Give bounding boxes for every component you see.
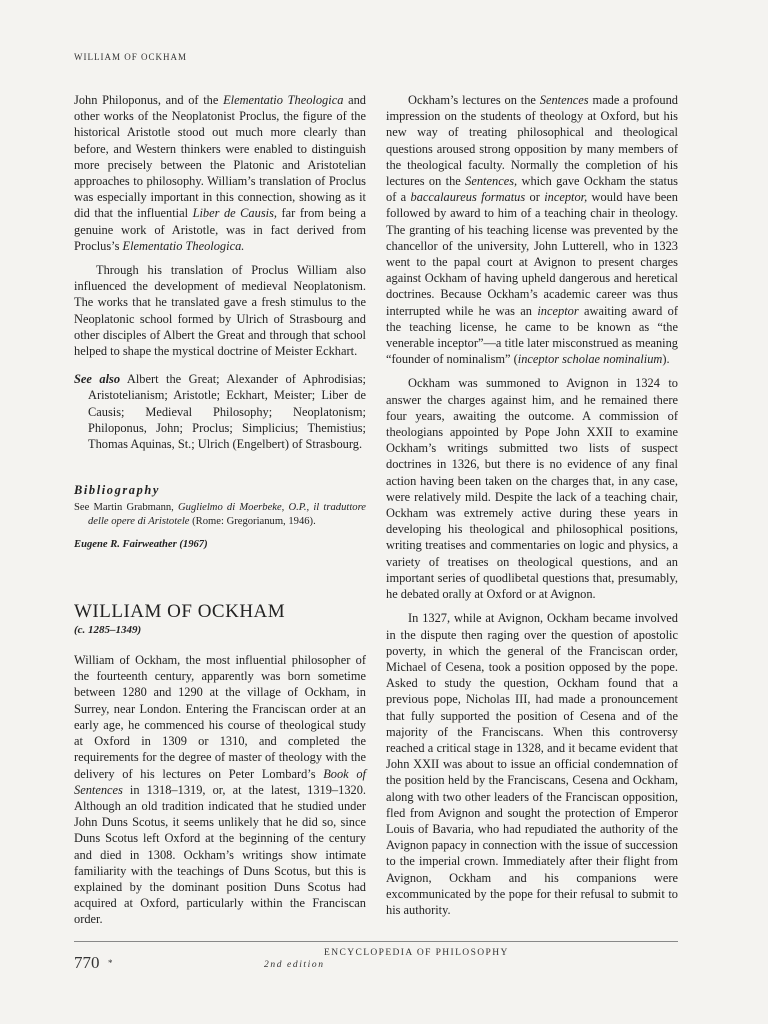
running-head: WILLIAM OF OCKHAM: [74, 52, 187, 62]
publication-title: ENCYCLOPEDIA OF PHILOSOPHY: [324, 948, 509, 958]
see-also: [74, 371, 366, 452]
page-number: 770: [74, 953, 100, 972]
star-icon: *: [108, 958, 113, 968]
bibliography-heading: Bibliography: [74, 483, 160, 498]
left-paragraph-2: Through his translation of Proclus William also influenced the development of medieval Neoplatonism. The works that he translated gave a fresh stimulus to the Neoplatonic school formed by Ulrich of Strasbourg and other disciples of Albert the Great and through that school helped to shape the mystical doctrine of Meister Eckhart.: [74, 263, 366, 359]
right-column: [386, 92, 678, 926]
edition-label: 2nd edition: [264, 960, 325, 970]
left-paragraph-3: William of Ockham, the most influential philosopher of the fourteenth century, apparently was born sometime between 1280 and 1290 at the village of Ockham, in Surrey, near London. Entering the Franciscan order at an early age, he commenced his course of theological study at Oxford in 1309 or 1310, and completed the requirements for the degree of master of theology with the delivery of his lectures on Peter Lombard’s Book of Sentences in 1318–1319, or, at the latest, 1319–1320. Although an old tradition indicated that he studied under John Duns Scotus, it seems unlikely that he did so, since Duns Scotus left Oxford at the beginning of the century and died in 1308. Ockham’s writings show intimate familiarity with the teachings of Duns Scotus, but this is explained by the dominant position Duns Scotus had acquired at Oxford, particularly within the Franciscan order.: [74, 653, 366, 927]
left-paragraph-1: John Philoponus, and of the Elementatio Theologica and other works of the Neoplatonist Proclus, the figure of the historical Aristotle stood out much more clearly than before, and Western thinkers were enabled to distinguish more precisely between the Platonic and Aristotelian approaches to philosophy. William’s translation of Proclus was especially important in this connection, showing as it did that the influential Liber de Causis, far from being a genuine work of Aristotle, was in fact derived from Proclus’s Elementatio Theologica.: [74, 93, 366, 253]
footer-rule: [74, 941, 678, 942]
right-paragraph-3: In 1327, while at Avignon, Ockham became involved in the dispute then raging over the question of apostolic poverty, in which the general of the Franciscan order, Michael of Cesena, took a position opposed by the pope. Asked to study the question, Ockham found that a previous pope, Nicholas III, had made a pronouncement that fully supported the position of Cesena and of the majority of the Franciscans. When this controversy reached a critical stage in 1328, and it became evident that John XXII was about to issue an official condemnation of the position held by the Franciscans, Cesena and Ockham, along with two other leaders of the Franciscan opposition, fled from Avignon and sought the protection of Emperor Louis of Bavaria, who had repudiated the authority of the Avignon papacy in connection with the issue of succession to the imperial crown. Immediately after their flight from Avignon, Ockham and his companions were excommunicated by the pope for their refusal to submit to his authority.: [386, 611, 678, 917]
bibliography-entry: See Martin Grabmann, Guglielmo di Moerbeke, O.P., il traduttore delle opere di Aristotele (Rome: Gregorianum, 1946).: [74, 502, 366, 528]
article-dates: (c. 1285–1349): [74, 623, 142, 636]
see-also-label: See also: [74, 372, 121, 387]
contributor-byline: Eugene R. Fairweather (1967): [74, 539, 208, 551]
left-column: [74, 92, 366, 936]
see-also-text: Albert the Great; Alexander of Aphrodisias; Aristotelianism; Aristotle; Eckhart, Meister; Liber de Causis; Medieval Philosophy; Neoplatonism; Philoponus, John; Proclus; Simplicius; Themistius; Thomas Aquinas, St.; Ulrich (Engelbert) of Strasbourg.: [88, 372, 366, 452]
right-paragraph-1: Ockham’s lectures on the Sentences made a profound impression on the students of theology at Oxford, but his new way of treating philosophical and theological questions aroused strong opposition by many members of the theological faculty. Normally the completion of his lectures on the Sentences, which gave Ockham the status of a baccalaureus formatus or inceptor, would have been followed by award to him of a teaching chair in theology. The granting of his teaching license was prevented by the chancellor of the university, John Lutterell, who in 1323 went to the papal court at Avignon to present charges against Ockham of having upheld dangerous and heretical doctrines. Because Ockham’s academic career was thus interrupted while he was an inceptor awaiting award of the teaching license, he came to be known as “the venerable inceptor”—a title later misconstrued as meaning “founder of nominalism” (inceptor scholae nominalium).: [386, 93, 678, 367]
article-title: WILLIAM OF OCKHAM: [74, 600, 286, 622]
right-paragraph-2: Ockham was summoned to Avignon in 1324 to answer the charges against him, and he remained there four years, awaiting the outcome. A commission of theologians appointed by Pope John XXII to examine Ockham’s writings submitted two lists of suspect doctrines in 1326, but there is no evidence of any final action having been taken on the charges that, in any case, were relatively mild. Despite the lack of a teaching chair, Ockham was extremely active during these years in developing his theological and philosophical positions, writing treatises and commentaries on logic and physics, a variety of treatises on theological questions, and an important series of quodlibetal questions that, presumably, he debated orally at Oxford or at Avignon.: [386, 376, 678, 602]
